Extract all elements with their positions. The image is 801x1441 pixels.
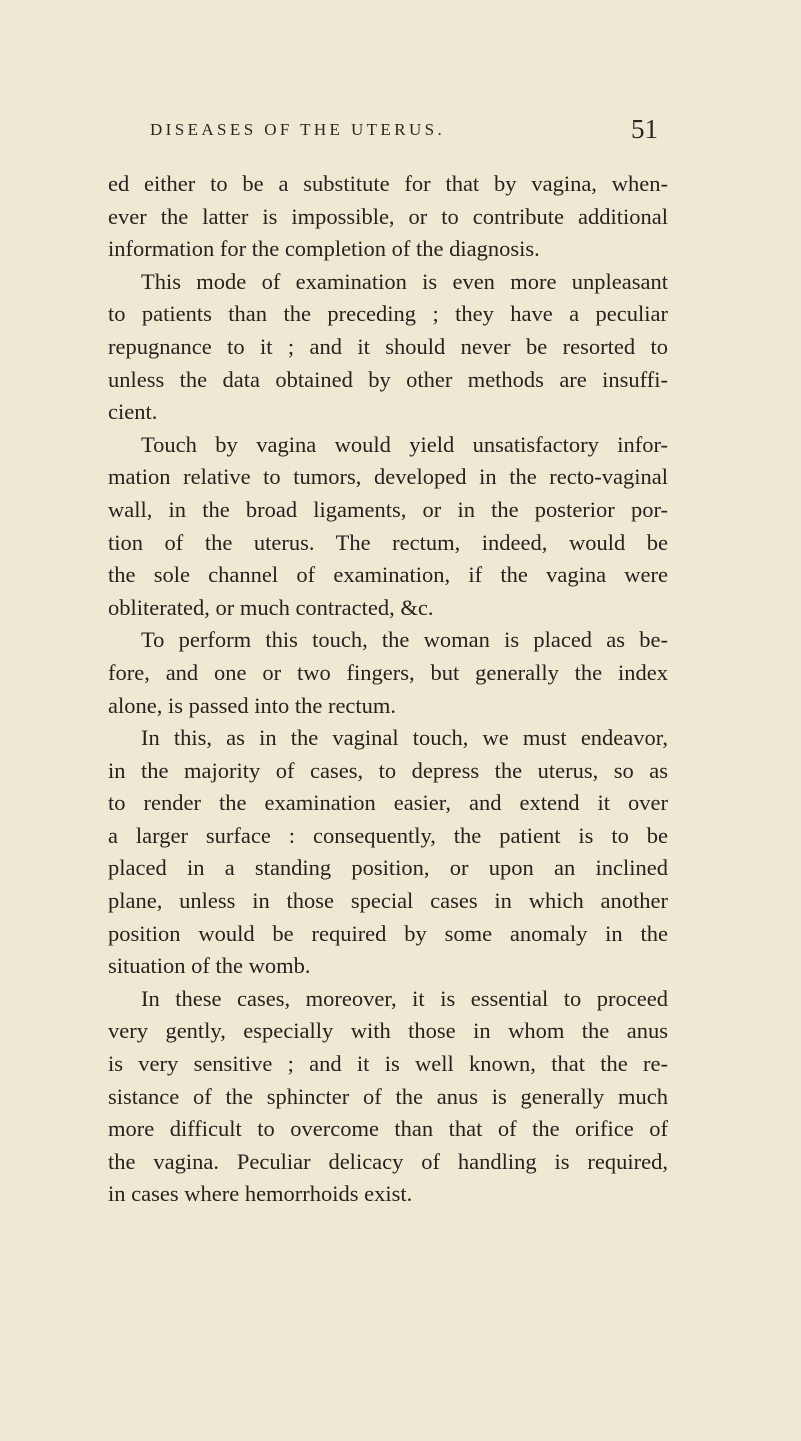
- text-line: more difficult to overcome than that of the orifice of: [108, 1116, 668, 1142]
- body-text: [108, 168, 668, 1211]
- text-line: cient.: [108, 399, 158, 425]
- text-line: to patients than the preceding ; they have a peculiar: [108, 301, 668, 327]
- text-line: obliterated, or much contracted, &c.: [108, 594, 434, 620]
- text-line: unless the data obtained by other methods are insuffi-: [108, 366, 668, 392]
- text-line: the sole channel of examination, if the vagina were: [108, 562, 668, 588]
- text-line: the vagina. Peculiar delicacy of handling is required,: [108, 1148, 668, 1174]
- text-line: in cases where hemorrhoids exist.: [108, 1181, 413, 1207]
- text-line: repugnance to it ; and it should never be resorted to: [108, 333, 668, 359]
- text-line: tion of the uterus. The rectum, indeed, would be: [108, 529, 668, 555]
- text-line: fore, and one or two fingers, but generally the index: [108, 659, 668, 685]
- text-line: is very sensitive ; and it is well known, that the re-: [108, 1051, 668, 1077]
- text-line: This mode of examination is even more unpleasant: [141, 268, 668, 294]
- text-line: a larger surface : consequently, the patient is to be: [108, 822, 668, 848]
- text-line: ed either to be a substitute for that by vagina, when-: [108, 171, 668, 196]
- text-line: wall, in the broad ligaments, or in the posterior por-: [108, 496, 668, 522]
- text-line: in the majority of cases, to depress the uterus, so as: [108, 757, 668, 783]
- text-line: position would be required by some anomaly in the: [108, 920, 668, 946]
- text-line: To perform this touch, the woman is placed as be-: [141, 627, 668, 653]
- text-line: sistance of the sphincter of the anus is generally much: [108, 1083, 668, 1109]
- text-line: information for the completion of the diagnosis.: [108, 236, 540, 262]
- text-line: In these cases, moreover, it is essential to proceed: [141, 985, 668, 1011]
- text-line: In this, as in the vaginal touch, we must endeavor,: [141, 725, 668, 751]
- text-line: to render the examination easier, and extend it over: [108, 790, 668, 816]
- text-line: situation of the womb.: [108, 953, 311, 979]
- text-line: mation relative to tumors, developed in the recto-vaginal: [108, 464, 668, 490]
- text-line: Touch by vagina would yield unsatisfactory infor-: [141, 431, 668, 457]
- page-header: [150, 114, 658, 148]
- text-line: ever the latter is impossible, or to contribute additional: [108, 203, 668, 229]
- page-number: 51: [631, 114, 658, 144]
- text-line: plane, unless in those special cases in which another: [108, 888, 668, 914]
- text-line: alone, is passed into the rectum.: [108, 692, 397, 718]
- running-title: DISEASES OF THE UTERUS.: [150, 120, 446, 139]
- text-line: placed in a standing position, or upon an inclined: [108, 855, 668, 881]
- text-line: very gently, especially with those in whom the anus: [108, 1018, 668, 1044]
